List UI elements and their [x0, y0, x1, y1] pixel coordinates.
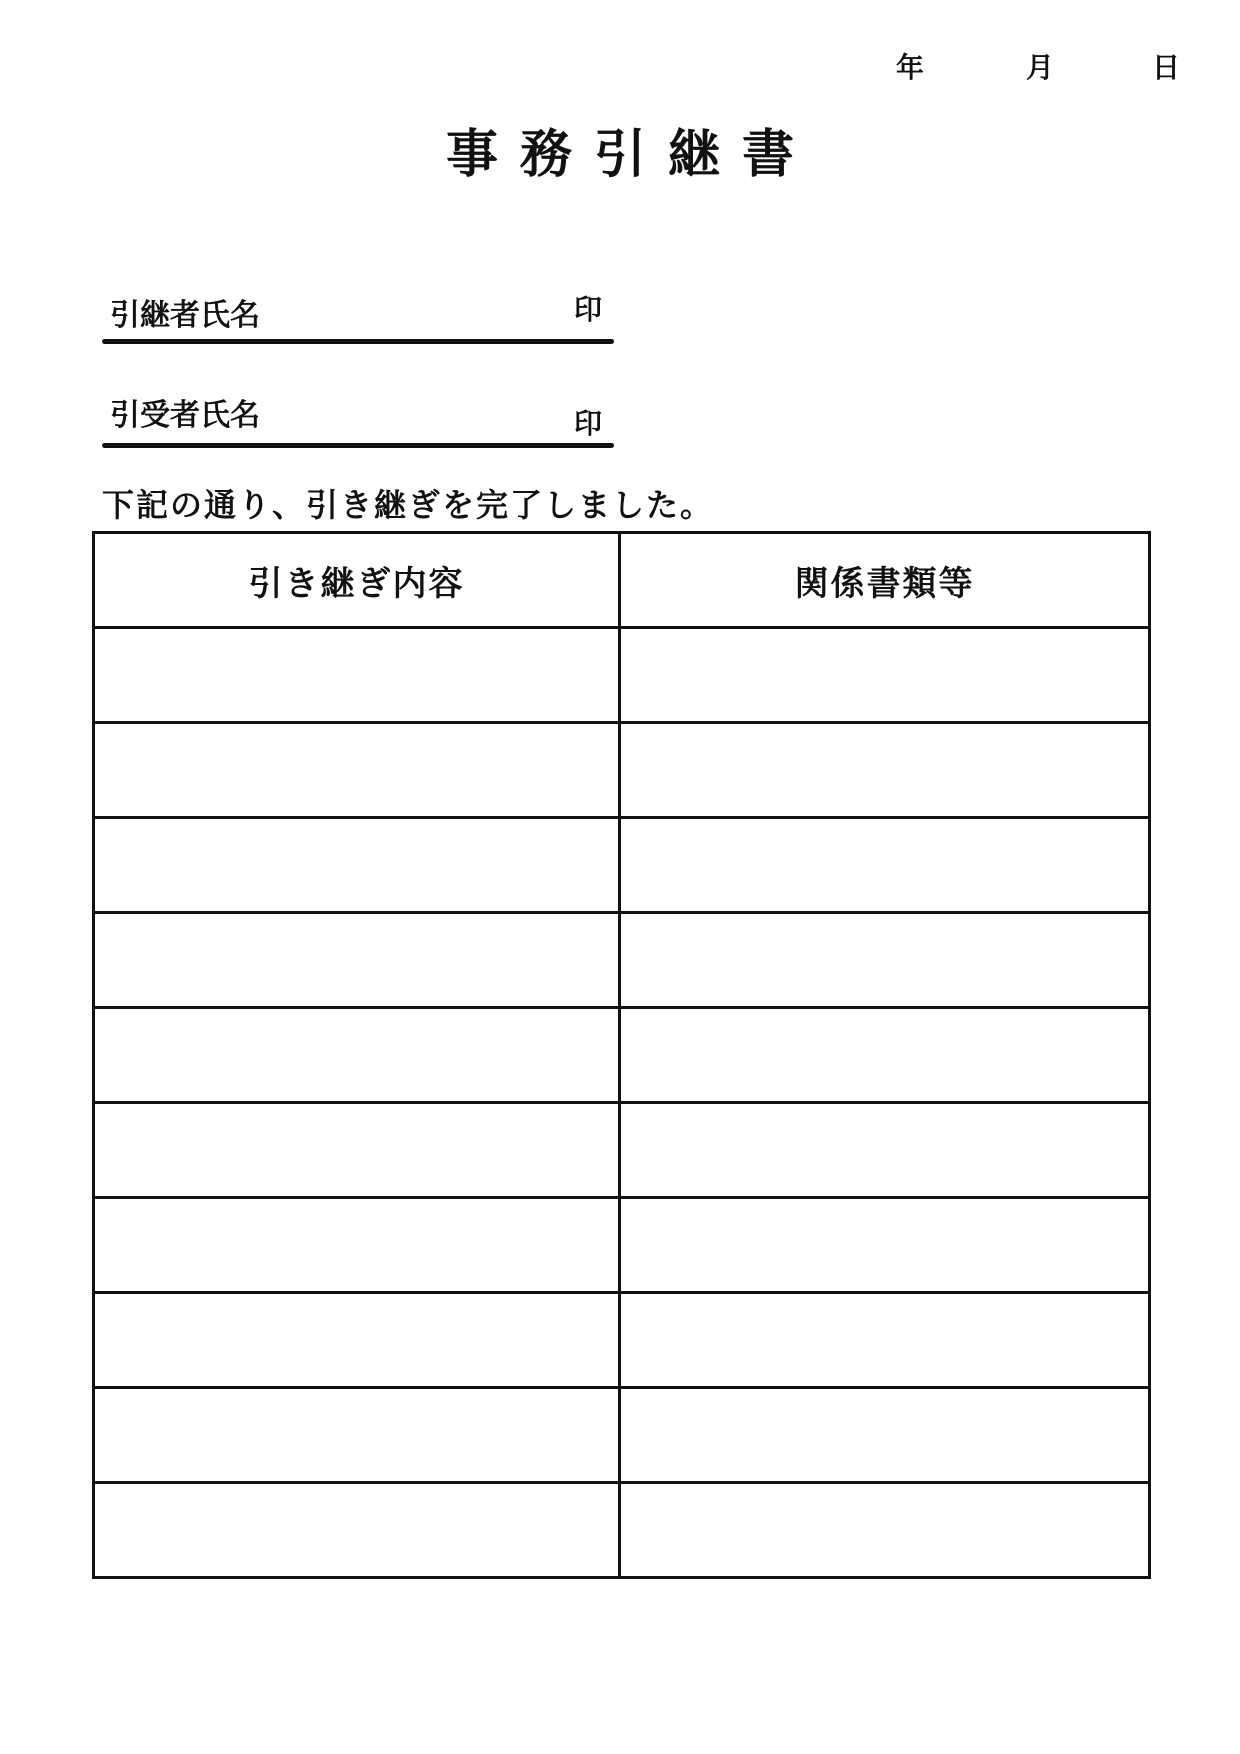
table-row — [94, 913, 1150, 1008]
date-line — [896, 46, 1196, 86]
cell-related-documents[interactable] — [620, 1008, 1150, 1103]
receiver-signature-line — [102, 443, 614, 448]
handover-table — [92, 531, 1151, 1579]
table-row — [94, 1388, 1150, 1483]
cell-handover-content[interactable] — [94, 1103, 620, 1198]
handover-seal-mark: 印 — [574, 293, 603, 326]
cell-related-documents[interactable] — [620, 1483, 1150, 1578]
table-row — [94, 818, 1150, 913]
receiver-person-label: 引受者氏名 — [110, 398, 260, 433]
completion-statement: 下記の通り、引き継ぎを完了しました。 — [102, 486, 715, 524]
table-row — [94, 1293, 1150, 1388]
cell-handover-content[interactable] — [94, 818, 620, 913]
table-row — [94, 1483, 1150, 1578]
cell-handover-content[interactable] — [94, 1008, 620, 1103]
cell-handover-content[interactable] — [94, 913, 620, 1008]
cell-related-documents[interactable] — [620, 1103, 1150, 1198]
cell-related-documents[interactable] — [620, 1293, 1150, 1388]
table-row — [94, 1008, 1150, 1103]
header-handover-content: 引き継ぎ内容 — [94, 533, 620, 628]
cell-handover-content[interactable] — [94, 628, 620, 723]
table-row — [94, 1198, 1150, 1293]
receiver-person-field[interactable] — [102, 388, 614, 448]
cell-related-documents[interactable] — [620, 723, 1150, 818]
table-row — [94, 1103, 1150, 1198]
cell-related-documents[interactable] — [620, 818, 1150, 913]
header-related-documents: 関係書類等 — [620, 533, 1150, 628]
cell-handover-content[interactable] — [94, 1388, 620, 1483]
cell-handover-content[interactable] — [94, 1483, 620, 1578]
table-header-row — [94, 533, 1150, 628]
handover-person-label: 引継者氏名 — [110, 298, 260, 333]
cell-handover-content[interactable] — [94, 1198, 620, 1293]
handover-signature-line — [102, 339, 614, 344]
cell-related-documents[interactable] — [620, 1388, 1150, 1483]
receiver-seal-mark: 印 — [574, 407, 603, 440]
cell-related-documents[interactable] — [620, 628, 1150, 723]
handover-person-field[interactable] — [102, 284, 614, 344]
cell-handover-content[interactable] — [94, 723, 620, 818]
table-row — [94, 628, 1150, 723]
date-year-label: 年 — [896, 51, 925, 84]
table-row — [94, 723, 1150, 818]
cell-related-documents[interactable] — [620, 913, 1150, 1008]
date-month-label: 月 — [1026, 51, 1055, 84]
cell-handover-content[interactable] — [94, 1293, 620, 1388]
document-title: 事務引継書 — [445, 124, 816, 185]
date-day-label: 日 — [1152, 51, 1181, 84]
cell-related-documents[interactable] — [620, 1198, 1150, 1293]
